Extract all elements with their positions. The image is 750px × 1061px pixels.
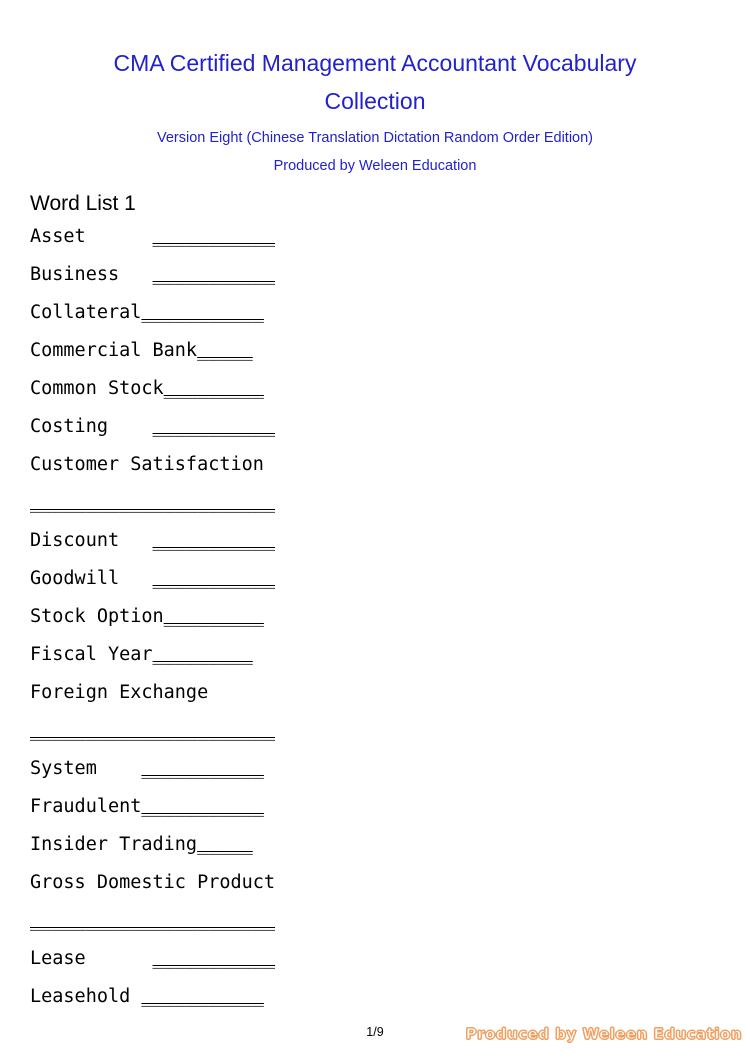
list-item bbox=[30, 636, 750, 674]
list-item bbox=[30, 750, 750, 788]
entry-gap bbox=[97, 758, 142, 779]
answer-blank: ___________ bbox=[152, 530, 276, 551]
answer-blank: ______________________ bbox=[30, 910, 276, 931]
list-item bbox=[30, 332, 750, 370]
list-item bbox=[30, 598, 750, 636]
page-title: CMA Certified Management Accountant Vocabulary Collection bbox=[113, 50, 637, 114]
list-item bbox=[30, 294, 750, 332]
answer-blank: _________ bbox=[152, 644, 253, 665]
answer-blank: ___________ bbox=[141, 986, 264, 1007]
list-item bbox=[30, 674, 750, 750]
vocabulary-term: System bbox=[30, 758, 97, 779]
vocabulary-term: Business bbox=[30, 264, 120, 285]
entry-gap bbox=[108, 416, 153, 437]
list-item bbox=[30, 788, 750, 826]
answer-blank: ___________ bbox=[141, 302, 264, 323]
vocabulary-term: Collateral bbox=[30, 302, 142, 323]
answer-blank: ___________ bbox=[152, 568, 276, 589]
vocabulary-term: Commercial Bank bbox=[30, 340, 198, 361]
list-item bbox=[30, 940, 750, 978]
answer-blank: ___________ bbox=[152, 264, 276, 285]
vocabulary-term: Insider Trading bbox=[30, 834, 198, 855]
page-number: 1/9 bbox=[366, 1025, 384, 1039]
vocabulary-term: Customer Satisfaction bbox=[30, 454, 264, 475]
list-item bbox=[30, 218, 750, 256]
vocabulary-term: Foreign Exchange bbox=[30, 682, 209, 703]
vocabulary-term: Lease bbox=[30, 948, 86, 969]
vocabulary-term: Fraudulent bbox=[30, 796, 142, 817]
vocabulary-term: Common Stock bbox=[30, 378, 164, 399]
list-item bbox=[30, 522, 750, 560]
vocabulary-term: Asset bbox=[30, 226, 86, 247]
list-item bbox=[30, 826, 750, 864]
entry-gap bbox=[119, 568, 152, 589]
list-item bbox=[30, 256, 750, 294]
document-producer-line: Produced by Weleen Education bbox=[273, 158, 477, 174]
answer-blank: ___________ bbox=[152, 416, 276, 437]
answer-blank: ______________________ bbox=[30, 720, 276, 741]
document-subtitle: Version Eight (Chinese Translation Dictation Random Order Edition) bbox=[156, 130, 594, 146]
list-item bbox=[30, 370, 750, 408]
list-item bbox=[30, 446, 750, 522]
word-list-heading: Word List 1 bbox=[30, 192, 136, 215]
entry-gap bbox=[86, 948, 153, 969]
answer-blank: _________ bbox=[163, 378, 264, 399]
answer-blank: _____ bbox=[197, 834, 253, 855]
vocabulary-term: Stock Option bbox=[30, 606, 164, 627]
entry-gap bbox=[130, 986, 141, 1007]
answer-blank: ___________ bbox=[152, 948, 276, 969]
title-block bbox=[0, 0, 750, 180]
watermark: Produced by Weleen Education bbox=[465, 1025, 742, 1043]
list-item bbox=[30, 560, 750, 598]
answer-blank: ___________ bbox=[141, 796, 264, 817]
answer-blank: _____ bbox=[197, 340, 253, 361]
entry-gap bbox=[86, 226, 153, 247]
vocabulary-term: Costing bbox=[30, 416, 108, 437]
vocabulary-term: Goodwill bbox=[30, 568, 120, 589]
vocabulary-term: Leasehold bbox=[30, 986, 131, 1007]
vocabulary-list bbox=[0, 218, 750, 1016]
answer-blank: ______________________ bbox=[30, 492, 276, 513]
list-item bbox=[30, 408, 750, 446]
answer-blank: ___________ bbox=[141, 758, 264, 779]
answer-blank: _________ bbox=[163, 606, 264, 627]
vocabulary-term: Fiscal Year bbox=[30, 644, 153, 665]
entry-gap bbox=[119, 264, 152, 285]
vocabulary-term: Discount bbox=[30, 530, 120, 551]
vocabulary-term: Gross Domestic Product bbox=[30, 872, 276, 893]
answer-blank: ___________ bbox=[152, 226, 276, 247]
list-item bbox=[30, 978, 750, 1016]
entry-gap bbox=[119, 530, 152, 551]
list-item bbox=[30, 864, 750, 940]
